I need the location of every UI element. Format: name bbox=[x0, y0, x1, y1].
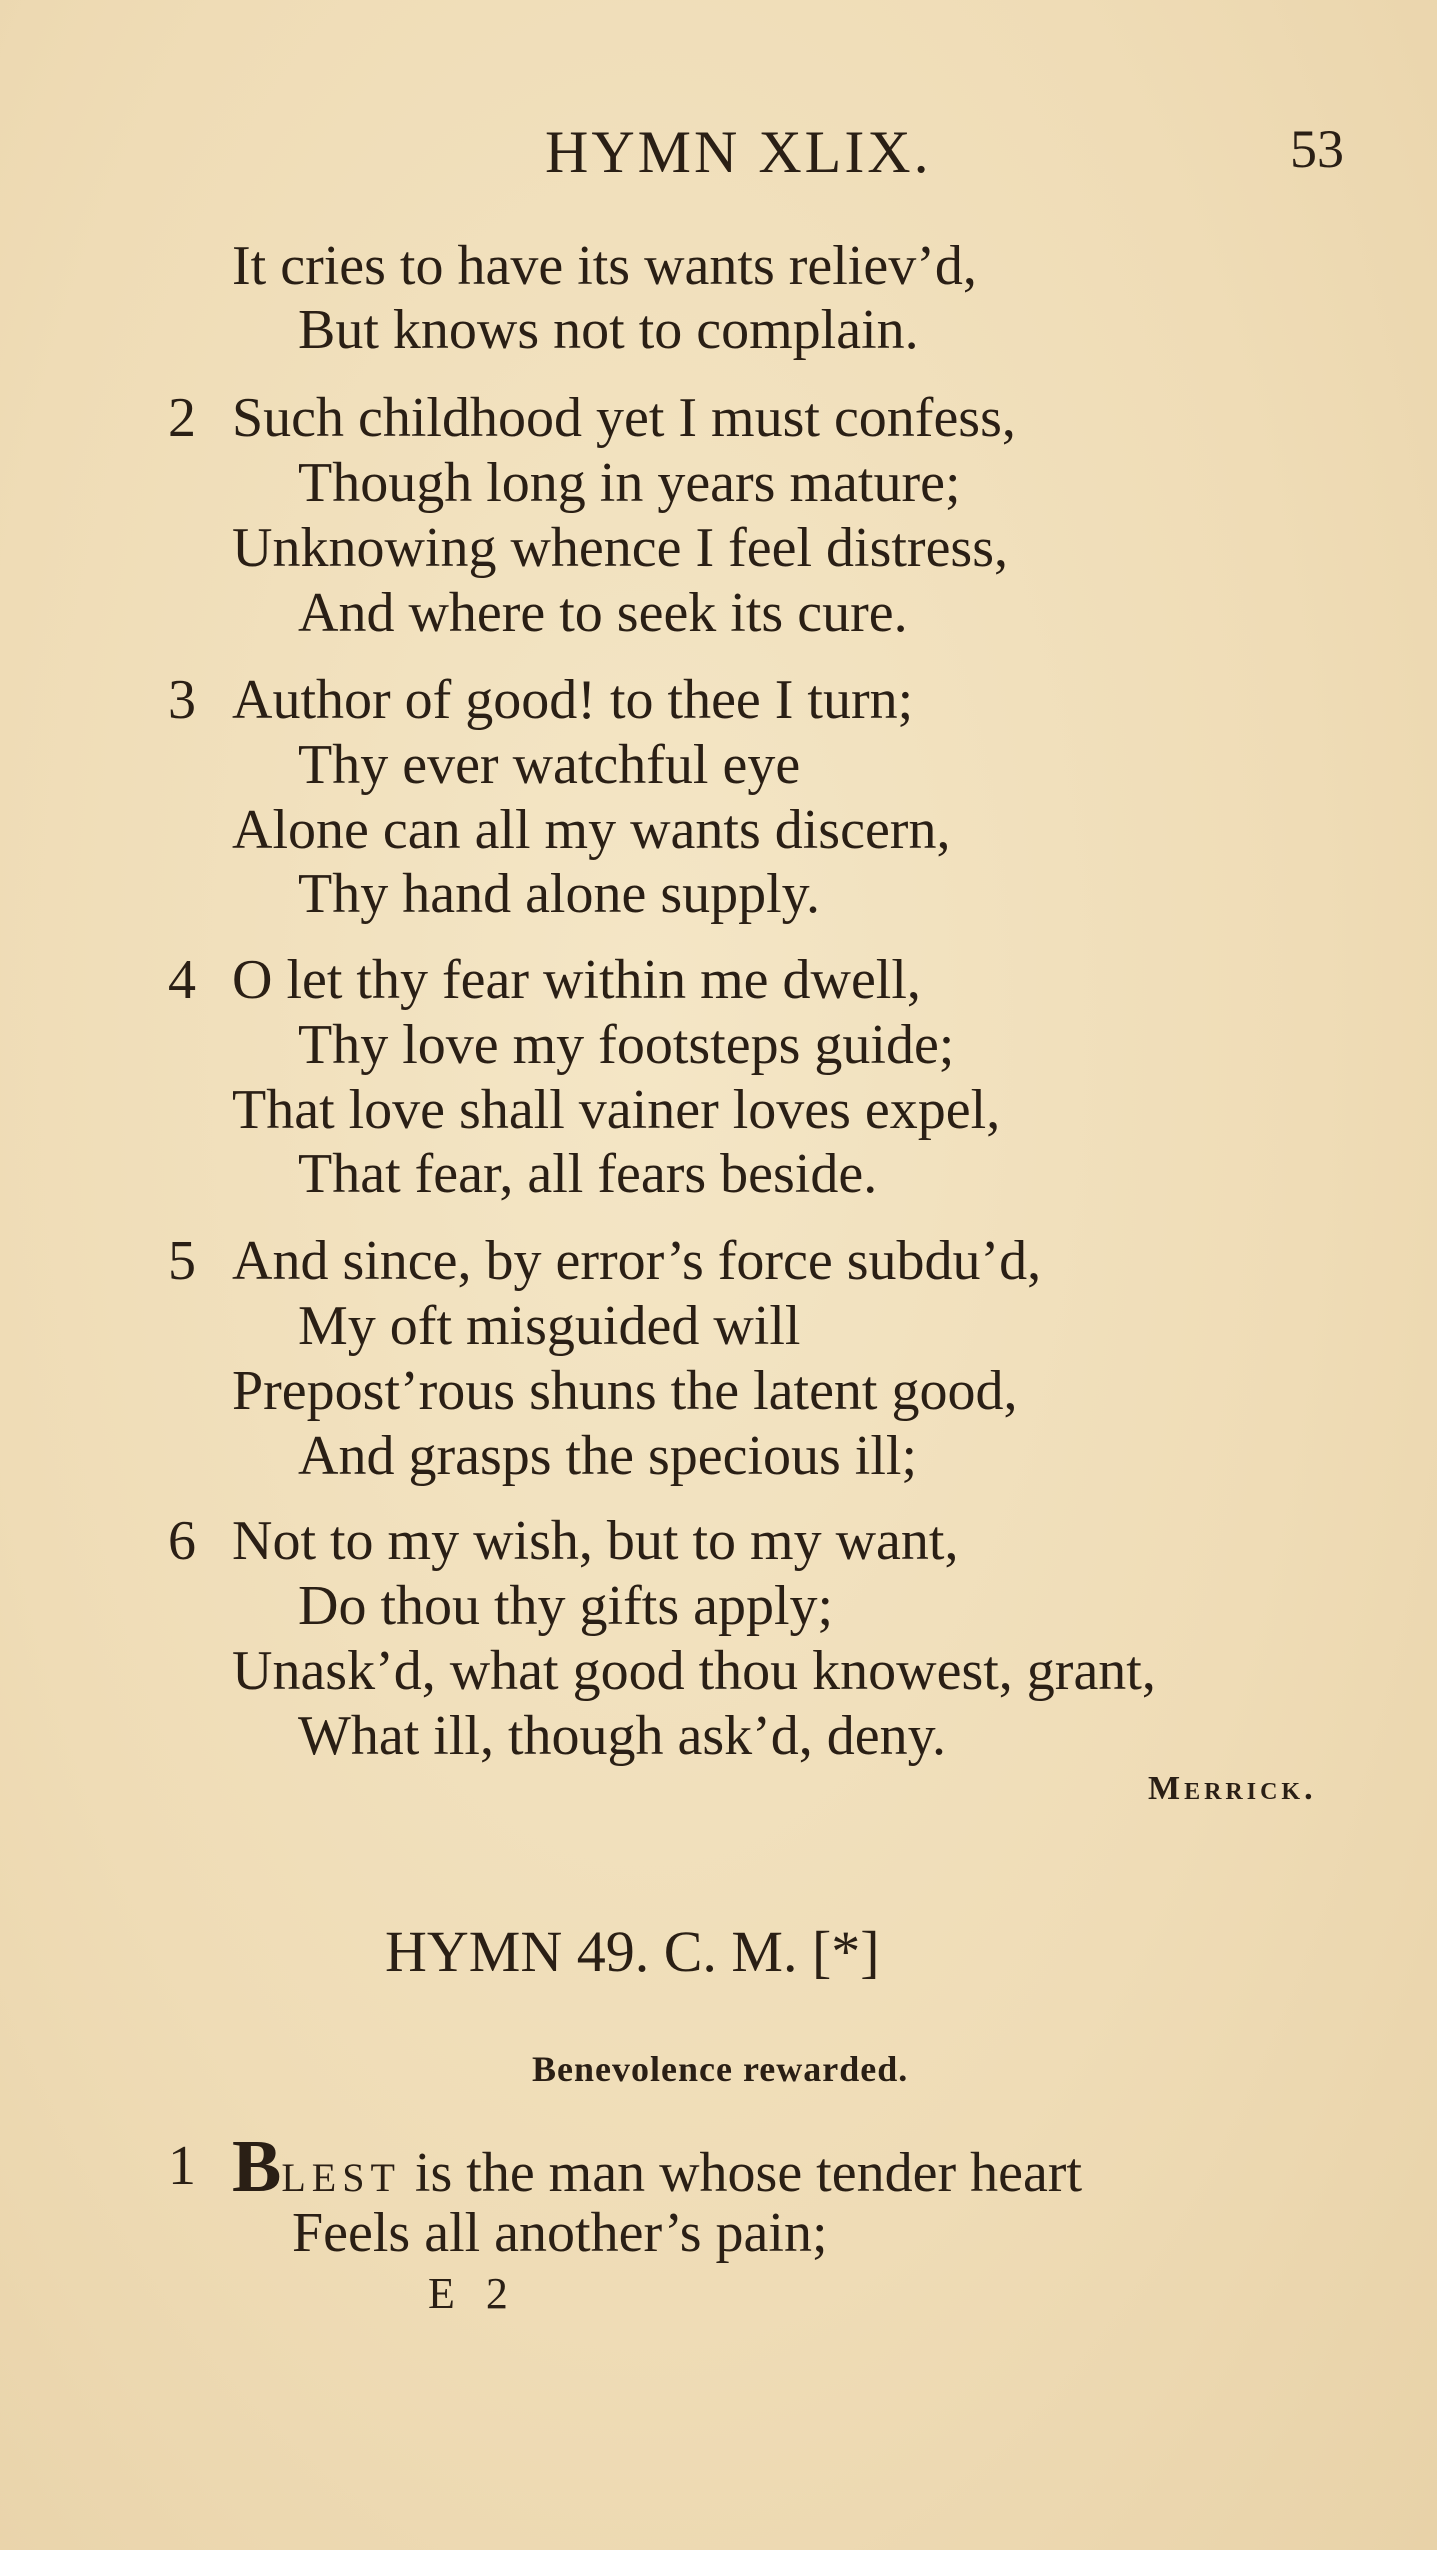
verse-line: Such childhood yet I must confess, bbox=[232, 387, 1016, 449]
verse-line: It cries to have its wants reliev’d, bbox=[232, 235, 977, 297]
stanza-number: 6 bbox=[168, 1510, 196, 1572]
hymn-subtitle: Benevolence rewarded. bbox=[532, 2049, 909, 2089]
author-attribution: Merrick. bbox=[1148, 1770, 1317, 1807]
verse-line: Do thou thy gifts apply; bbox=[298, 1575, 834, 1637]
verse-line: Feels all another’s pain; bbox=[292, 2202, 828, 2264]
drop-cap: B bbox=[232, 2126, 282, 2208]
running-head: HYMN XLIX. bbox=[545, 119, 932, 185]
verse-line-first bbox=[232, 2126, 1083, 2208]
verse-line: Thy ever watchful eye bbox=[298, 734, 801, 796]
verse-line: Unknowing whence I feel distress, bbox=[232, 517, 1009, 579]
hymn-heading: HYMN 49. C. M. [*] bbox=[385, 1919, 880, 1984]
verse-line: That love shall vainer loves expel, bbox=[232, 1079, 1001, 1141]
verse-line: And since, by error’s force subdu’d, bbox=[232, 1230, 1042, 1292]
verse-line: Unask’d, what good thou knowest, grant, bbox=[232, 1640, 1156, 1702]
verse-line: But knows not to complain. bbox=[298, 299, 919, 361]
stanza-number: 5 bbox=[168, 1230, 196, 1292]
verse-line: What ill, though ask’d, deny. bbox=[298, 1705, 947, 1767]
verse-line: O let thy fear within me dwell, bbox=[232, 949, 921, 1011]
stanza-number: 2 bbox=[168, 387, 196, 449]
verse-line: And grasps the specious ill; bbox=[298, 1425, 918, 1487]
page-number: 53 bbox=[1290, 119, 1344, 179]
verse-line: My oft misguided will bbox=[298, 1295, 801, 1357]
verse-line: Thy love my footsteps guide; bbox=[298, 1014, 955, 1076]
verse-line: Not to my wish, but to my want, bbox=[232, 1510, 959, 1572]
stanza-number: 4 bbox=[168, 949, 196, 1011]
small-caps-word: LEST bbox=[281, 2155, 401, 2200]
verse-line: Thy hand alone supply. bbox=[298, 863, 821, 925]
verse-line: That fear, all fears beside. bbox=[298, 1143, 878, 1205]
verse-line-rest: is the man whose tender heart bbox=[400, 2142, 1083, 2204]
stanza-number: 3 bbox=[168, 669, 196, 731]
stanza-number: 1 bbox=[168, 2135, 196, 2197]
verse-line: Alone can all my wants discern, bbox=[232, 799, 951, 861]
verse-line: And where to seek its cure. bbox=[298, 582, 908, 644]
verse-line: Though long in years mature; bbox=[298, 452, 961, 514]
signature-mark: E 2 bbox=[428, 2269, 518, 2318]
verse-line: Prepost’rous shuns the latent good, bbox=[232, 1360, 1018, 1422]
verse-line: Author of good! to thee I turn; bbox=[232, 669, 914, 731]
